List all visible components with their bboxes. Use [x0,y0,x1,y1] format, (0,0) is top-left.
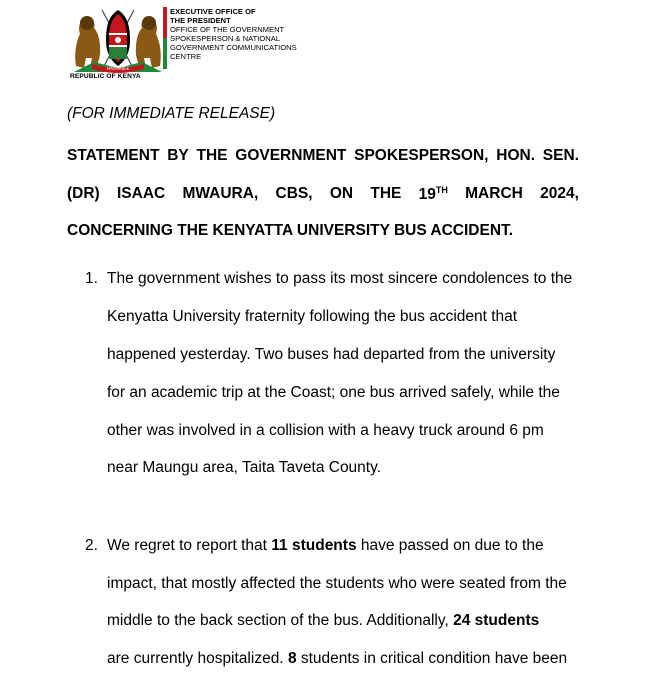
item-number: 1. [85,270,98,287]
title-word: 2024, [540,185,579,202]
paragraph-line: other was involved in a collision with a heavy truck around 6 pm [107,422,544,439]
green-bar [163,38,167,69]
statement-title-line-1 [67,147,579,165]
line-text: have passed on due to the [360,537,544,554]
title-word: THE [370,185,402,202]
title-word: CBS, [275,185,313,202]
date-suffix: TH [435,185,448,195]
flag-color-bars [163,7,167,69]
office-line: OFFICE OF THE GOVERNMENT [170,25,285,34]
title-word: MARCH [465,185,523,202]
line-text: The government wishes to pass its most sincere condolences to the [107,270,573,287]
title-word: SEN. [542,147,579,164]
title-word: (DR) [67,185,100,202]
date-day: 19 [418,186,436,203]
title-word: HON. [496,147,536,164]
paragraph-line: impact, that mostly affected the students who were seated from the [107,575,567,592]
office-line: SPOKESPERSON & NATIONAL [170,34,280,43]
office-line: GOVERNMENT COMMUNICATIONS [170,43,297,52]
motto-text: HARAMBEE [106,66,130,71]
paragraph-line: for an academic trip at the Coast; one bus arrived safely, while the [107,384,560,401]
title-date-day [419,185,448,204]
red-bar [163,7,167,38]
paragraph-line: near Maungu area, Taita Taveta County. [107,459,382,476]
paragraph-line: happened yesterday. Two buses had departed from the university [107,346,556,363]
office-name-block [170,7,297,61]
title-word: ISAAC [116,185,166,202]
line-text: are currently hospitalized. [107,650,284,667]
paragraph-line [107,270,575,288]
title-word: MWAURA, [182,185,259,202]
item-number: 2. [85,537,98,554]
emblem-label: REPUBLIC OF KENYA [70,73,141,80]
critical-count: 8 [287,650,297,667]
paragraph-line [107,650,575,668]
release-note: (FOR IMMEDIATE RELEASE) [67,105,276,122]
statement-title-line-2 [67,185,579,204]
paragraph-line [107,612,575,630]
fatalities-count: 11 students [271,537,357,554]
title-word: STATEMENT [67,147,160,164]
title-word: BY [167,147,189,164]
kenya-coat-of-arms-icon [70,6,166,74]
letterhead [0,0,646,90]
line-text: We regret to report that [107,537,267,554]
office-line: EXECUTIVE OFFICE OF [170,7,256,16]
office-line: THE PRESIDENT [170,16,231,25]
title-word: THE [196,147,228,164]
title-word: GOVERNMENT [235,147,347,164]
hospitalized-count: 24 students [453,612,540,629]
statement-title-line-3: CONCERNING THE KENYATTA UNIVERSITY BUS ACCIDENT. [67,222,514,239]
title-word: ON [329,185,354,202]
paragraph-line: Kenyatta University fraternity following the bus accident that [107,308,518,325]
paragraph-line [107,537,575,555]
title-word: SPOKESPERSON, [354,147,489,164]
line-text: middle to the back section of the bus. Additionally, [107,612,449,629]
office-line: CENTRE [170,52,202,61]
line-text: students in critical condition have been [300,650,568,667]
